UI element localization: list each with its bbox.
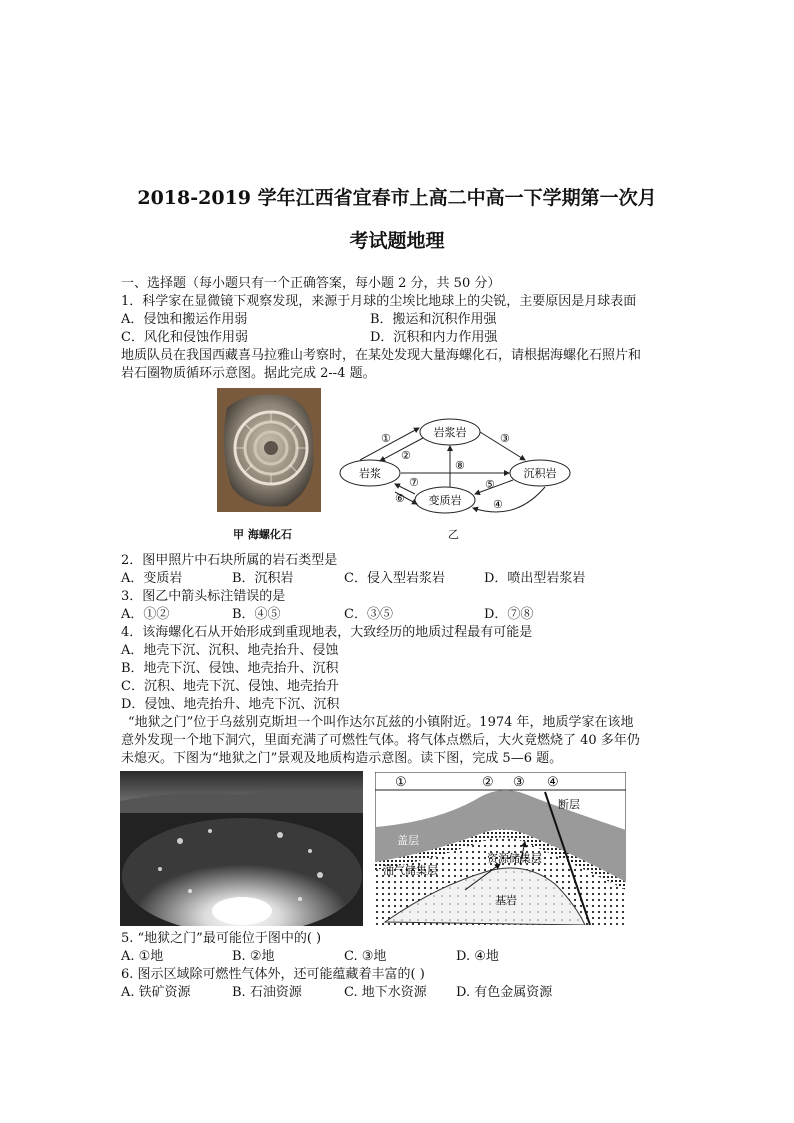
q1-option-d: D．沉积和内力作用强 xyxy=(370,330,498,345)
node-magma: 岩浆 xyxy=(359,468,381,480)
snail-fossil-photo xyxy=(217,388,321,512)
intro2-line1: “地狱之门”位于乌兹别克斯坦一个叫作达尔瓦兹的小镇附近。1974 年，地质学家在该地 xyxy=(128,715,634,730)
node-metamorphic-rock: 变质岩 xyxy=(428,495,462,507)
q3-option-d: D．⑦⑧ xyxy=(484,607,534,622)
q6-option-d: D. 有色金属资源 xyxy=(456,985,553,1000)
q2-stem: 2．图甲照片中石块所属的岩石类型是 xyxy=(121,553,338,568)
intro2-line2: 意外发现一个地下洞穴，里面充满了可燃性气体。将气体点燃后，大火竟燃烧了 40 多年仍 xyxy=(121,733,640,748)
bedrock-label: 基岩 xyxy=(495,895,517,907)
arrow-label-3: ③ xyxy=(500,433,510,445)
q4-option-c: C．沉积、地壳下沉、侵蚀、地壳抬升 xyxy=(121,679,339,694)
arrow-label-1: ① xyxy=(381,433,391,445)
location-label-4: ④ xyxy=(547,774,559,789)
intro2-line3: 未熄灭。下图为“地狱之门”景观及地质构造示意图。读下图，完成 5—6 题。 xyxy=(121,751,563,766)
arrow-label-4: ④ xyxy=(493,499,503,511)
q6-option-b: B. 石油资源 xyxy=(232,985,302,1000)
q6-option-a: A. 铁矿资源 xyxy=(121,985,191,1000)
q3-option-c: C．③⑤ xyxy=(344,607,393,622)
resource-reservoir-label: 资源储集层 xyxy=(487,853,542,865)
page-title-line2: 考试题地理 xyxy=(349,230,445,252)
q5-option-d: D. ④地 xyxy=(456,949,499,964)
q1-option-a: A．侵蚀和搬运作用弱 xyxy=(121,312,248,327)
q4-option-a: A．地壳下沉、沉积、地壳抬升、侵蚀 xyxy=(121,643,339,658)
q5-stem: 5. “地狱之门”最可能位于图中的( ) xyxy=(121,931,322,946)
location-label-1: ① xyxy=(395,774,407,789)
page-title-line1: 2018-2019 学年江西省宜春市上高二中高一下学期第一次月 xyxy=(137,187,657,209)
q3-option-b: B．④⑤ xyxy=(232,607,281,622)
fault-label: 断层 xyxy=(558,799,580,811)
q6-option-c: C. 地下水资源 xyxy=(344,985,427,1000)
section-heading: 一、选择题（每小题只有一个正确答案，每小题 2 分，共 50 分） xyxy=(121,276,501,291)
arrow-label-8: ⑧ xyxy=(455,460,465,472)
q2-option-a: A．变质岩 xyxy=(121,571,183,586)
q6-stem: 6. 图示区域除可燃性气体外，还可能蕴藏着丰富的( ) xyxy=(121,967,425,982)
arrow-label-7: ⑦ xyxy=(409,477,419,489)
node-magma-rock: 岩浆岩 xyxy=(433,427,467,439)
node-sedimentary-rock: 沉积岩 xyxy=(523,468,557,480)
location-label-3: ③ xyxy=(513,774,525,789)
q3-option-a: A．①② xyxy=(121,607,170,622)
q1-stem: 1．科学家在显微镜下观察发现，来源于月球的尘埃比地球上的尖锐，主要原因是月球表面 xyxy=(121,294,637,309)
q3-stem: 3．图乙中箭头标注错误的是 xyxy=(121,589,286,604)
q4-option-d: D．侵蚀、地壳抬升、地壳下沉、沉积 xyxy=(121,697,340,712)
cap-rock-label: 盖层 xyxy=(397,835,419,847)
q1-option-b: B．搬运和沉积作用强 xyxy=(370,312,497,327)
q5-option-b: B. ②地 xyxy=(232,949,275,964)
q2-option-d: D．喷出型岩浆岩 xyxy=(484,571,586,586)
q5-option-c: C. ③地 xyxy=(344,949,387,964)
q2-option-c: C．侵入型岩浆岩 xyxy=(344,571,445,586)
arrow-label-2: ② xyxy=(401,450,411,462)
q4-stem: 4．该海螺化石从开始形成到重现地表，大致经历的地质过程最有可能是 xyxy=(121,625,533,640)
q2-option-b: B．沉积岩 xyxy=(232,571,294,586)
arrow-label-5: ⑤ xyxy=(485,479,495,491)
intro1-line1: 地质队员在我国西藏喜马拉雅山考察时，在某处发现大量海螺化石，请根据海螺化石照片和 xyxy=(121,348,642,363)
location-label-2: ② xyxy=(482,774,494,789)
arrow-label-6: ⑥ xyxy=(395,493,405,505)
fossil-caption: 甲 海螺化石 xyxy=(233,528,292,541)
rock-cycle-diagram xyxy=(335,410,580,520)
q1-option-c: C．风化和侵蚀作用弱 xyxy=(121,330,248,345)
intro1-line2: 岩石圈物质循环示意图。据此完成 2--4 题。 xyxy=(121,366,376,381)
rock-cycle-caption: 乙 xyxy=(448,528,459,541)
geologic-structure-diagram xyxy=(375,772,626,925)
gate-of-hell-photo xyxy=(120,771,363,926)
oil-reservoir-label: 油气储集层 xyxy=(383,865,438,877)
q5-option-a: A. ①地 xyxy=(121,949,164,964)
q4-option-b: B．地壳下沉、侵蚀、地壳抬升、沉积 xyxy=(121,661,339,676)
